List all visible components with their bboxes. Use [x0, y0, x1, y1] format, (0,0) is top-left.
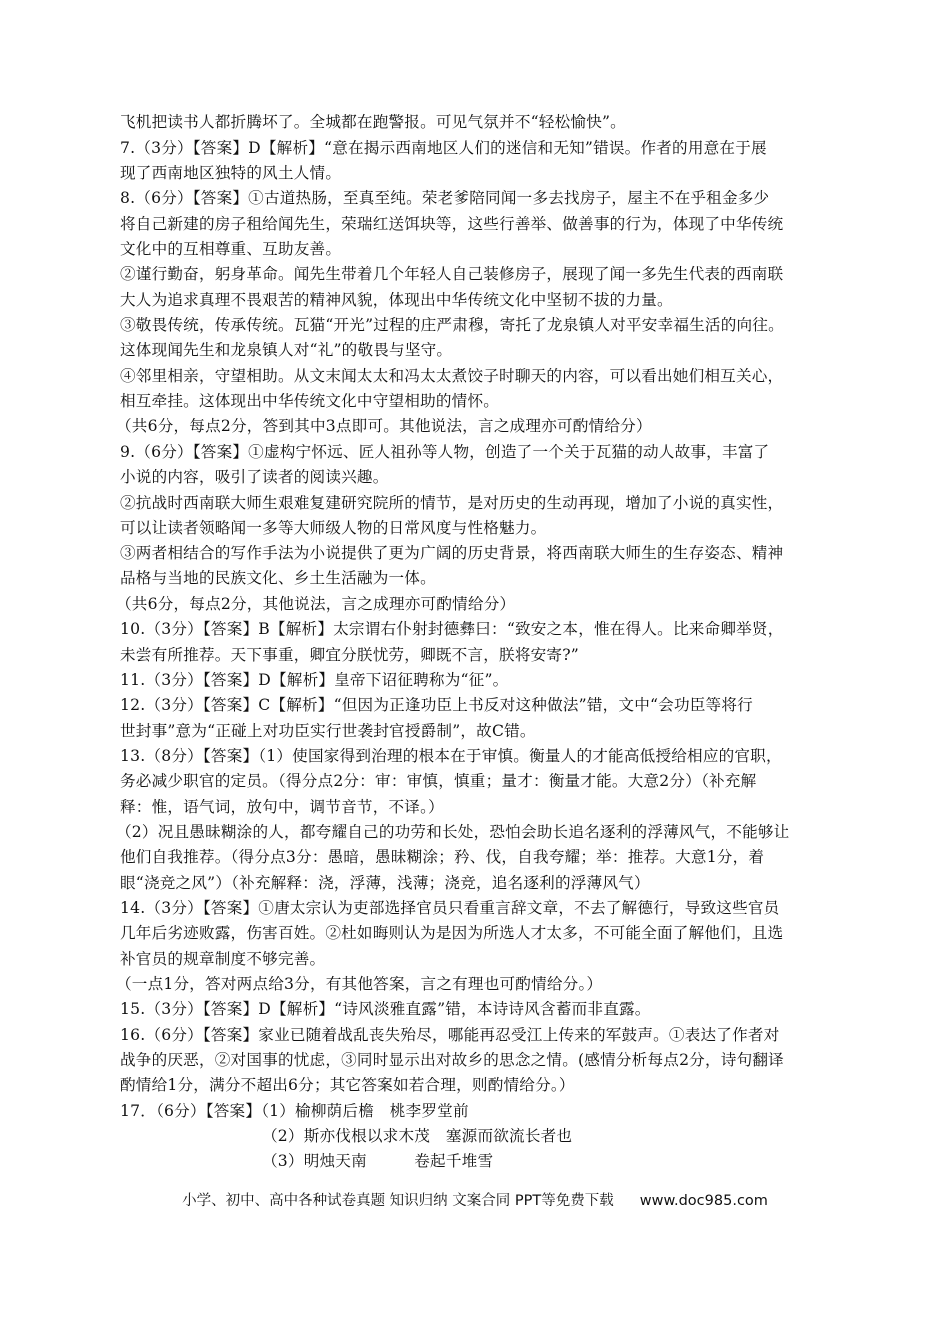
text-line: ④邻里相亲，守望相助。从文末闻太太和冯太太煮饺子时聊天的内容，可以看出她们相互关心，	[120, 367, 784, 385]
text-line: ③两者相结合的写作手法为小说提供了更为广阔的历史背景，将西南联大师生的生存姿态、精神	[120, 544, 784, 562]
text-line: 9.（6分）【答案】①虚构宁怀远、匠人祖孙等人物，创造了一个关于瓦猫的动人故事，丰富了	[120, 443, 770, 461]
text-line: 补官员的规章制度不够完善。	[120, 950, 326, 968]
text-line: 几年后劣迹败露，伤害百姓。②杜如晦则认为是因为所选人才太多，不可能全面了解他们，且选	[120, 924, 784, 942]
text-line: 16.（6分）【答案】家业已随着战乱丧失殆尽，哪能再忍受江上传来的军鼓声。①表达了作者对	[120, 1026, 780, 1044]
text-line: 17．（6分）【答案】（1）榆柳荫后檐 桃李罗堂前	[120, 1102, 469, 1120]
text-line: （共6分，每点2分，答到其中3点即可。其他说法，言之成理亦可酌情给分）	[116, 417, 652, 435]
text-line: 品格与当地的民族文化、乡土生活融为一体。	[120, 569, 436, 587]
text-line: 11.（3分）【答案】D【解析】皇帝下诏征聘称为“征”。	[120, 671, 509, 689]
text-line: 将自己新建的房子租给闻先生，荣瑞红送饵块等，这些行善举、做善事的行为，体现了中华传统	[120, 215, 784, 233]
text-line: 13.（8分）【答案】（1）使国家得到治理的根本在于审慎。衡量人的才能高低授给相应的官职，	[120, 747, 782, 765]
text-line: ③敬畏传统，传承传统。瓦猫“开光”过程的庄严肃穆，寄托了龙泉镇人对平安幸福生活的向往。	[120, 316, 784, 334]
text-line: 小说的内容，吸引了读者的阅读兴趣。	[120, 468, 389, 486]
text-line: 15.（3分）【答案】D【解析】“诗风淡雅直露”错，本诗诗风含蓄而非直露。	[120, 1000, 651, 1018]
text-line: 未尝有所推荐。天下事重，卿宜分朕忧劳，卿既不言，朕将安寄?”	[120, 646, 579, 664]
text-line: 14.（3分）【答案】①唐太宗认为吏部选择官员只看重言辞文章，不去了解德行，导致这些官员	[120, 899, 780, 917]
text-line: ②谨行勤奋，躬身革命。闻先生带着几个年轻人自己装修房子，展现了闻一多先生代表的西南联	[120, 265, 784, 283]
text-line: 战争的厌恶，②对国事的忧虑，③同时显示出对故乡的思念之情。(感情分析每点2分，诗句翻译	[120, 1051, 784, 1069]
text-line: 相互牵挂。这体现出中华传统文化中守望相助的情怀。	[120, 392, 500, 410]
page-footer	[0, 1191, 950, 1211]
text-line: （一点1分，答对两点给3分，有其他答案，言之有理也可酌情给分。）	[116, 975, 603, 993]
text-line: ②抗战时西南联大师生艰难复建研究院所的情节，是对历史的生动再现，增加了小说的真实性，	[120, 494, 784, 512]
text-line: （2）况且愚昧糊涂的人，都夸耀自己的功劳和长处，恐怕会助长追名逐利的浮薄风气，不能够让	[116, 823, 790, 841]
text-line: （3）明烛天南 卷起千堆雪	[262, 1152, 494, 1170]
text-line: 10.（3分）【答案】B【解析】太宗谓右仆射封德彝曰：“致安之本，惟在得人。比来命卿举贤，	[120, 620, 784, 638]
text-line: 现了西南地区独特的风土人情。	[120, 164, 342, 182]
text-line: （2）斯亦伐根以求木茂 塞源而欲流长者也	[262, 1127, 573, 1145]
text-line: 大人为追求真理不畏艰苦的精神风貌，体现出中华传统文化中坚韧不拔的力量。	[120, 291, 673, 309]
text-line: 这体现闻先生和龙泉镇人对“礼”的敬畏与坚守。	[120, 341, 453, 359]
text-line: 世封事”意为“正碰上对功臣实行世袭封官授爵制”，故C错。	[120, 722, 536, 740]
text-line: 飞机把读书人都折腾坏了。全城都在跑警报。可见气氛并不“轻松愉快”。	[120, 113, 626, 131]
text-line: 文化中的互相尊重、互助友善。	[120, 240, 342, 258]
text-line: 8.（6分）【答案】①古道热肠，至真至纯。荣老爹陪同闻一多去找房子，屋主不在乎租金多少	[120, 189, 770, 207]
text-line: 12.（3分）【答案】C【解析】“但因为正逢功臣上书反对这种做法”错，文中“会功臣等将行	[120, 696, 753, 714]
text-line: （共6分，每点2分，其他说法，言之成理亦可酌情给分）	[116, 595, 516, 613]
text-line: 7.（3分）【答案】D【解析】“意在揭示西南地区人们的迷信和无知”错误。作者的用意在于展	[120, 139, 767, 157]
footer-link[interactable]: www.doc985.com	[639, 1193, 768, 1209]
text-line: 酌情给1分，满分不超出6分；其它答案如若合理，则酌情给分。）	[120, 1076, 575, 1094]
text-line: 眼“浇竞之风”）（补充解释：浇，浮薄，浅薄；浇竞，追名逐利的浮薄风气）	[120, 874, 650, 892]
text-line: 释：惟，语气词，放句中，调节音节，不译。）	[120, 798, 444, 816]
text-line: 务必减少职官的定员。（得分点2分：审：审慎，慎重；量才：衡量才能。大意2分）（补充解	[120, 772, 757, 790]
text-line: 他们自我推荐。（得分点3分：愚暗，愚昧糊涂；矜、伐，自我夸耀；举：推荐。大意1分，着	[120, 848, 765, 866]
footer-text: 小学、初中、高中各种试卷真题 知识归纳 文案合同 PPT等免费下载	[182, 1193, 614, 1209]
text-line: 可以让读者领略闻一多等大师级人物的日常风度与性格魅力。	[120, 519, 547, 537]
